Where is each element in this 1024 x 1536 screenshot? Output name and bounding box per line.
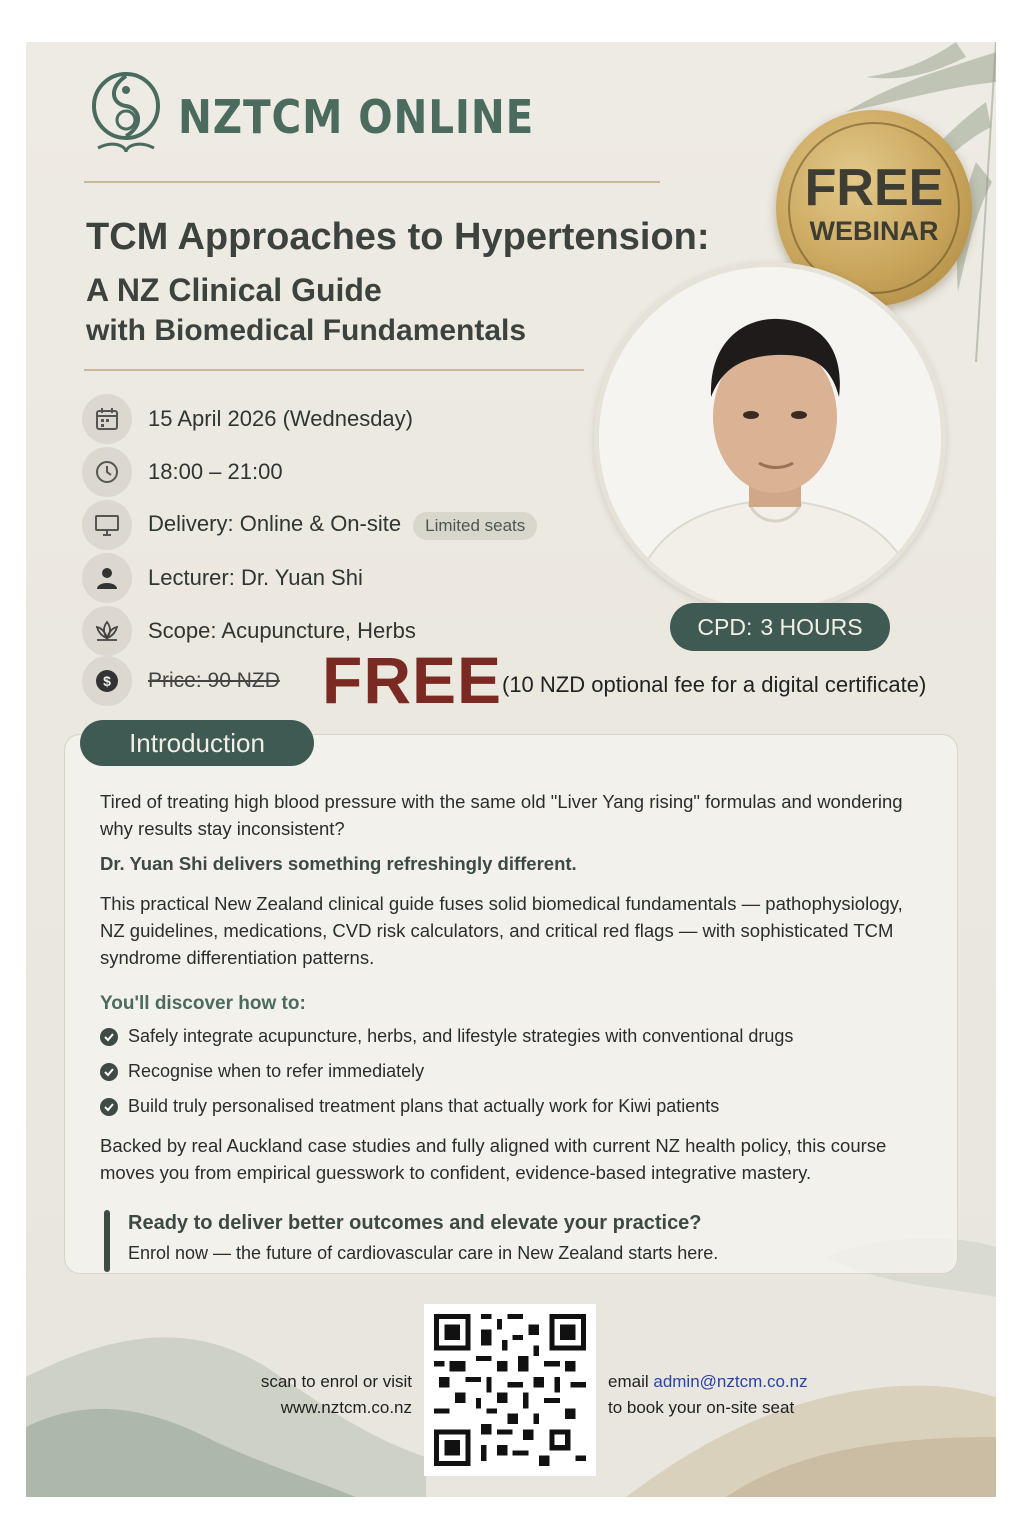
old-price: Price: 90 NZD: [148, 669, 280, 692]
title-line-2: A NZ Clinical Guide: [86, 272, 382, 308]
event-weekday: (Wednesday): [282, 406, 413, 431]
svg-text:$: $: [103, 673, 111, 689]
cpd-label: CPD:: [697, 613, 753, 640]
email-line: [608, 1372, 808, 1392]
webinar-poster: [26, 42, 996, 1497]
calendar-icon: [82, 394, 132, 444]
intro-paragraph-2: This practical New Zealand clinical guide fuses solid biomedical fundamentals — pathophysiology, NZ guidelines, medications, CVD risk calculators, and critical red flags — with sophisticated TCM syndrome differentiation patterns.: [100, 893, 903, 968]
date-row: [82, 394, 413, 444]
cta-accent-bar: [104, 1210, 110, 1272]
email-prefix: email: [608, 1372, 649, 1391]
title-divider: [84, 369, 584, 371]
cpd-value: 3 HOURS: [760, 613, 863, 640]
delivery-row: [82, 500, 537, 550]
bullet-text: Recognise when to refer immediately: [128, 1061, 425, 1081]
discover-heading: You'll discover how to:: [100, 993, 306, 1014]
delivery-label: Delivery:: [148, 510, 234, 536]
cta-subtext: Enrol now — the future of cardiovascular care in New Zealand starts here.: [128, 1243, 719, 1263]
cpd-hours-pill: [670, 603, 890, 651]
check-icon: [100, 1098, 118, 1116]
delivery-value: Online & On-site: [239, 510, 402, 536]
dollar-icon: [82, 656, 132, 706]
event-date: 15 April 2026: [148, 406, 277, 431]
list-item: [100, 1061, 424, 1082]
check-icon: [100, 1063, 118, 1081]
price-row: [82, 656, 280, 706]
title-line-3: with Biomedical Fundamentals: [86, 314, 527, 347]
list-item: [100, 1096, 719, 1117]
bullet-text: Safely integrate acupuncture, herbs, and lifestyle strategies with conventional drugs: [128, 1026, 794, 1046]
header-divider: [84, 181, 660, 183]
enrol-qr-code[interactable]: [424, 1304, 596, 1476]
scope-value: Acupuncture, Herbs: [221, 618, 416, 643]
website-link[interactable]: www.nztcm.co.nz: [280, 1398, 412, 1417]
lecturer-name: Dr. Yuan Shi: [240, 565, 363, 590]
time-row: [82, 447, 283, 497]
cta-heading: Ready to deliver better outcomes and elevate your practice?: [128, 1212, 702, 1234]
badge-webinar-text: WEBINAR: [809, 216, 939, 246]
bullet-text: Build truly personalised treatment plans that actually work for Kiwi patients: [128, 1096, 720, 1116]
scan-instruction: scan to enrol or visit: [260, 1372, 412, 1391]
introduction-tab: Introduction: [80, 720, 314, 766]
monitor-icon: [82, 500, 132, 550]
list-item: [100, 1026, 793, 1047]
scope-label: Scope:: [148, 618, 217, 643]
certificate-fee-note: (10 NZD optional fee for a digital certificate): [502, 672, 927, 697]
intro-paragraph-1: Tired of treating high blood pressure with the same old "Liver Yang rising" formulas and wondering why results stay inconsistent?: [100, 791, 903, 839]
clock-icon: [82, 447, 132, 497]
email-link[interactable]: admin@nztcm.co.nz: [653, 1372, 808, 1391]
nztcm-logo-icon: [88, 68, 164, 160]
booking-instruction: to book your on-site seat: [608, 1398, 795, 1417]
lecturer-photo: [594, 262, 946, 614]
lotus-icon: [82, 606, 132, 656]
intro-highlight: Dr. Yuan Shi delivers something refreshingly different.: [100, 853, 577, 874]
free-price: FREE: [322, 643, 503, 717]
lecturer-row: [82, 553, 363, 603]
check-icon: [100, 1028, 118, 1046]
lecturer-label: Lecturer:: [148, 565, 235, 590]
intro-paragraph-3: Backed by real Auckland case studies and fully aligned with current NZ health policy, this course moves you from empirical guesswork to confident, evidence-based integrative mastery.: [100, 1135, 887, 1183]
person-icon: [82, 553, 132, 603]
brand-name: NZTCM ONLINE: [178, 90, 535, 144]
badge-free-text: FREE: [804, 159, 944, 217]
limited-seats-pill: Limited seats: [413, 512, 537, 540]
event-time: 18:00 – 21:00: [148, 459, 283, 484]
title-line-1: TCM Approaches to Hypertension:: [86, 216, 710, 258]
